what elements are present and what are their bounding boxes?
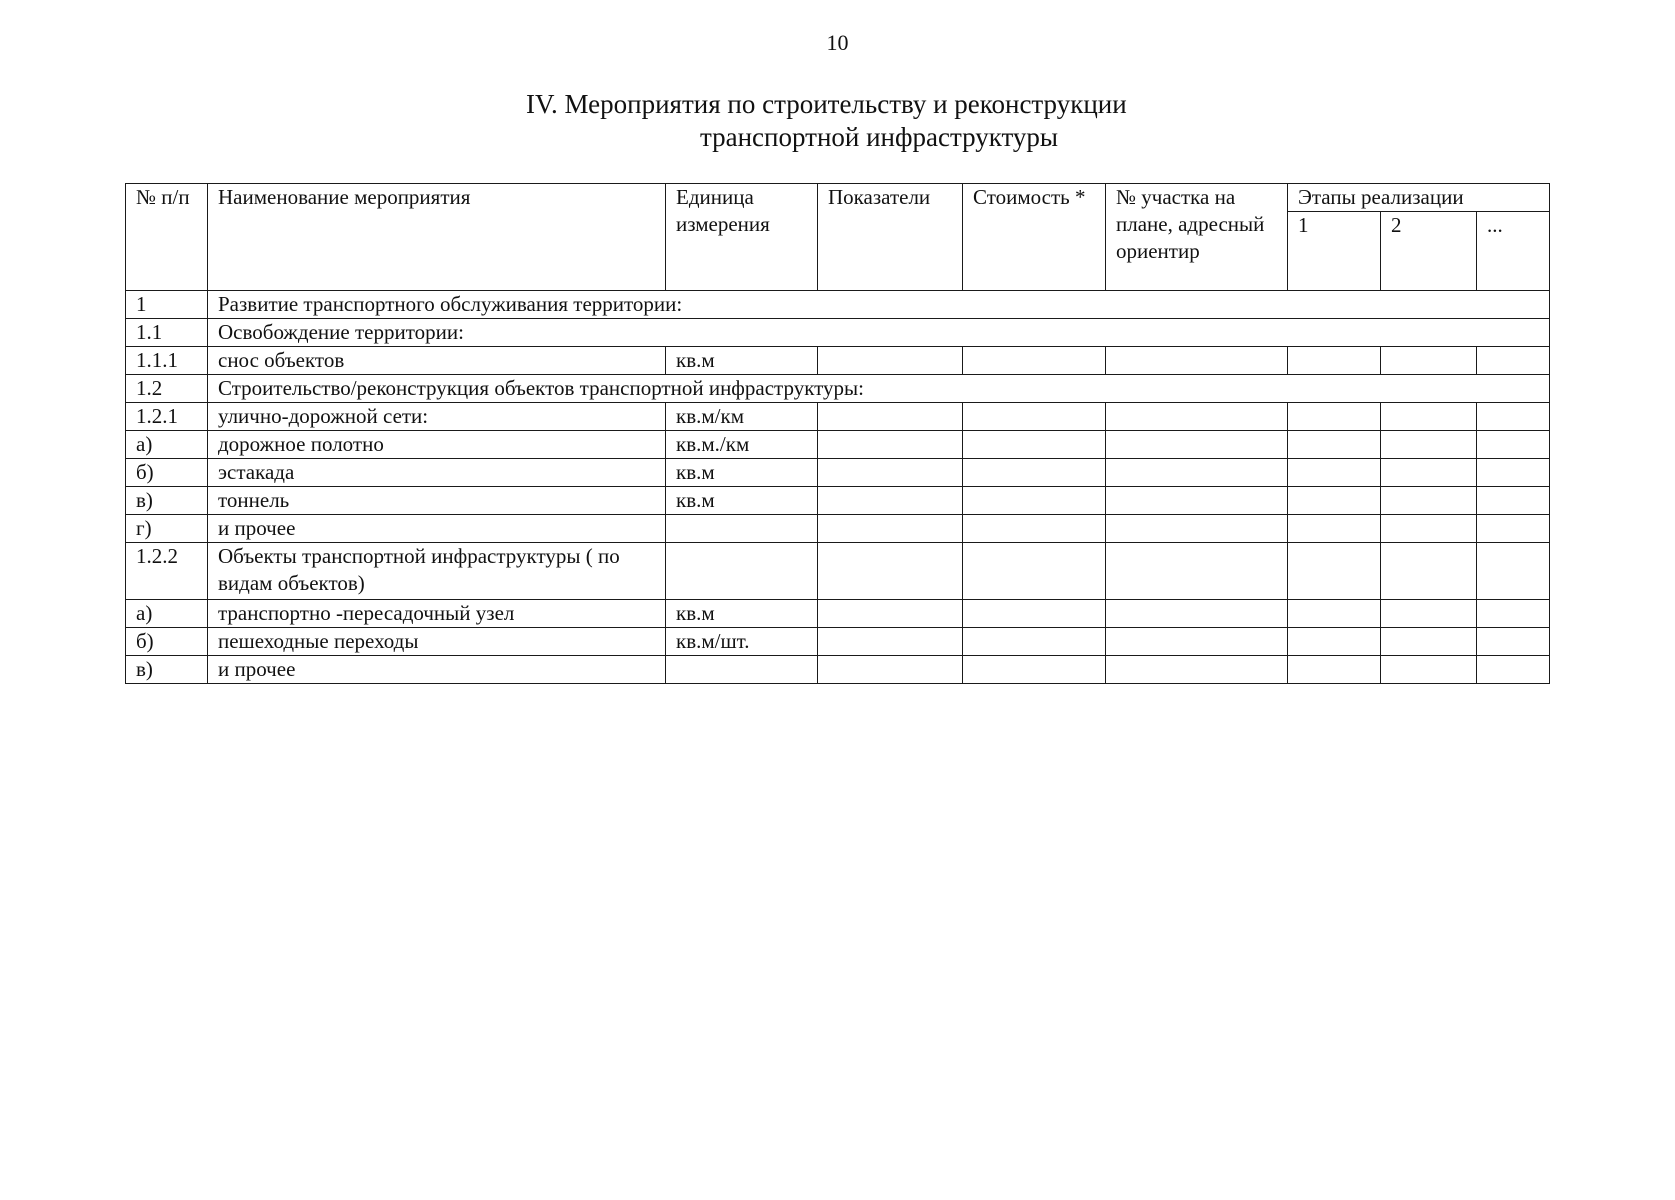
- header-plot: № участка на плане, адресный ориентир: [1106, 184, 1288, 291]
- table-row: [126, 628, 1550, 656]
- header-unit: Единица измерения: [666, 184, 818, 291]
- empty-cell: [963, 600, 1106, 628]
- row-name: тоннель: [208, 487, 666, 515]
- row-name: и прочее: [208, 656, 666, 684]
- empty-cell: [963, 656, 1106, 684]
- row-num: в): [126, 487, 208, 515]
- row-unit: кв.м: [666, 459, 818, 487]
- header-stage-more: ...: [1477, 212, 1550, 291]
- empty-cell: [963, 515, 1106, 543]
- row-num: 1: [126, 291, 208, 319]
- empty-cell: [1288, 543, 1381, 600]
- empty-cell: [1288, 431, 1381, 459]
- empty-cell: [1106, 600, 1288, 628]
- empty-cell: [963, 543, 1106, 600]
- empty-cell: [963, 628, 1106, 656]
- row-num: 1.2.2: [126, 543, 208, 600]
- empty-cell: [1106, 543, 1288, 600]
- header-stages: Этапы реализации: [1288, 184, 1550, 212]
- header-stage-1: 1: [1288, 212, 1381, 291]
- empty-cell: [1477, 347, 1550, 375]
- empty-cell: [1106, 515, 1288, 543]
- row-unit: кв.м: [666, 600, 818, 628]
- empty-cell: [963, 431, 1106, 459]
- empty-cell: [1381, 403, 1477, 431]
- row-name: улично-дорожной сети:: [208, 403, 666, 431]
- row-name: Строительство/реконструкция объектов транспортной инфраструктуры:: [208, 375, 1550, 403]
- empty-cell: [1381, 628, 1477, 656]
- row-name: Развитие транспортного обслуживания территории:: [208, 291, 1550, 319]
- row-unit: [666, 515, 818, 543]
- row-unit: кв.м/шт.: [666, 628, 818, 656]
- empty-cell: [1381, 656, 1477, 684]
- empty-cell: [818, 431, 963, 459]
- empty-cell: [1477, 487, 1550, 515]
- empty-cell: [1477, 459, 1550, 487]
- table-row: [126, 656, 1550, 684]
- row-num: в): [126, 656, 208, 684]
- header-cost: Стоимость *: [963, 184, 1106, 291]
- empty-cell: [1381, 515, 1477, 543]
- table-row: [126, 487, 1550, 515]
- empty-cell: [1381, 431, 1477, 459]
- row-name: Освобождение территории:: [208, 319, 1550, 347]
- table-row: [126, 459, 1550, 487]
- empty-cell: [1381, 487, 1477, 515]
- empty-cell: [1106, 459, 1288, 487]
- row-unit: кв.м./км: [666, 431, 818, 459]
- page-title-line-1: IV. Мероприятия по строительству и реконструкции: [526, 89, 1127, 119]
- empty-cell: [1477, 600, 1550, 628]
- empty-cell: [1288, 403, 1381, 431]
- empty-cell: [818, 543, 963, 600]
- empty-cell: [963, 487, 1106, 515]
- row-num: а): [126, 600, 208, 628]
- row-unit: кв.м/км: [666, 403, 818, 431]
- row-name: Объекты транспортной инфраструктуры ( по видам объектов): [208, 543, 666, 600]
- empty-cell: [1477, 431, 1550, 459]
- row-num: б): [126, 628, 208, 656]
- header-indicators: Показатели: [818, 184, 963, 291]
- empty-cell: [1106, 656, 1288, 684]
- row-num: б): [126, 459, 208, 487]
- empty-cell: [1477, 628, 1550, 656]
- table-row: [126, 515, 1550, 543]
- empty-cell: [1288, 487, 1381, 515]
- header-name: Наименование мероприятия: [208, 184, 666, 291]
- row-unit: кв.м: [666, 487, 818, 515]
- empty-cell: [1381, 347, 1477, 375]
- empty-cell: [818, 656, 963, 684]
- page-title: [0, 88, 1675, 154]
- empty-cell: [963, 459, 1106, 487]
- empty-cell: [963, 403, 1106, 431]
- empty-cell: [1106, 403, 1288, 431]
- header-num: № п/п: [126, 184, 208, 291]
- row-name: дорожное полотно: [208, 431, 666, 459]
- empty-cell: [1106, 487, 1288, 515]
- empty-cell: [1288, 347, 1381, 375]
- table-row: [126, 291, 1550, 319]
- empty-cell: [818, 515, 963, 543]
- empty-cell: [818, 347, 963, 375]
- row-num: 1.2: [126, 375, 208, 403]
- row-num: г): [126, 515, 208, 543]
- table-row: [126, 375, 1550, 403]
- page-number: 10: [826, 30, 849, 55]
- page-title-line-2: транспортной инфраструктуры: [700, 122, 1059, 152]
- empty-cell: [1106, 347, 1288, 375]
- empty-cell: [1477, 515, 1550, 543]
- row-num: 1.1.1: [126, 347, 208, 375]
- empty-cell: [1381, 600, 1477, 628]
- measures-table: [125, 183, 1550, 684]
- row-num: 1.1: [126, 319, 208, 347]
- empty-cell: [1288, 459, 1381, 487]
- row-num: а): [126, 431, 208, 459]
- table-header-row: [126, 184, 1550, 212]
- empty-cell: [1106, 431, 1288, 459]
- header-stage-2: 2: [1381, 212, 1477, 291]
- empty-cell: [1381, 543, 1477, 600]
- empty-cell: [1477, 656, 1550, 684]
- empty-cell: [1477, 543, 1550, 600]
- row-unit: кв.м: [666, 347, 818, 375]
- table-row: [126, 319, 1550, 347]
- table-row: [126, 600, 1550, 628]
- empty-cell: [1477, 403, 1550, 431]
- empty-cell: [1288, 656, 1381, 684]
- row-name: пешеходные переходы: [208, 628, 666, 656]
- row-unit: [666, 656, 818, 684]
- row-name: транспортно -пересадочный узел: [208, 600, 666, 628]
- empty-cell: [1288, 515, 1381, 543]
- empty-cell: [818, 403, 963, 431]
- row-unit: [666, 543, 818, 600]
- empty-cell: [818, 628, 963, 656]
- empty-cell: [1288, 600, 1381, 628]
- empty-cell: [1106, 628, 1288, 656]
- row-name: и прочее: [208, 515, 666, 543]
- table-row: [126, 431, 1550, 459]
- table-row: [126, 347, 1550, 375]
- table-row: [126, 403, 1550, 431]
- empty-cell: [963, 347, 1106, 375]
- row-name: снос объектов: [208, 347, 666, 375]
- empty-cell: [1381, 459, 1477, 487]
- row-num: 1.2.1: [126, 403, 208, 431]
- row-name: эстакада: [208, 459, 666, 487]
- empty-cell: [818, 459, 963, 487]
- empty-cell: [818, 487, 963, 515]
- empty-cell: [1288, 628, 1381, 656]
- table-row: [126, 543, 1550, 600]
- empty-cell: [818, 600, 963, 628]
